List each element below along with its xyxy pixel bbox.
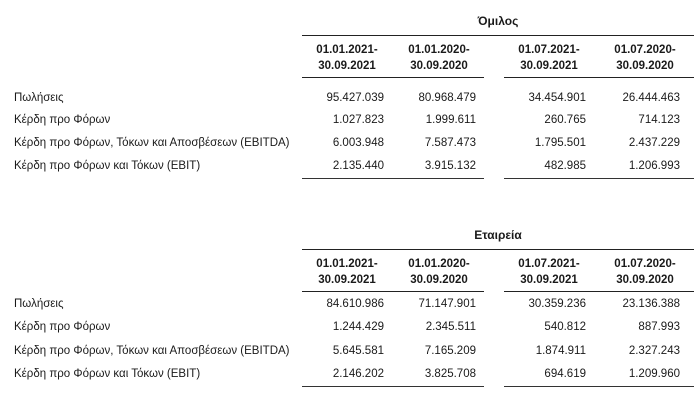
table-cell: 34.454.901 xyxy=(528,92,586,104)
company-col-header-3 xyxy=(504,256,594,288)
table-cell: 6.003.948 xyxy=(332,137,384,149)
company-bottom-rule-right xyxy=(504,386,694,387)
col-header-line2: 30.09.2021 xyxy=(318,60,376,72)
group-col-header-3 xyxy=(504,42,594,74)
col-header-line1: 01.07.2021- xyxy=(518,258,580,270)
col-header-line2: 30.09.2020 xyxy=(616,274,674,286)
company-header-rule-right xyxy=(504,291,694,292)
company-title: Εταιρεία xyxy=(474,228,522,242)
table-cell: 1.209.960 xyxy=(628,368,680,380)
table-cell: 1.244.429 xyxy=(332,321,384,333)
table-cell: 1.206.993 xyxy=(628,160,680,172)
group-title-rule xyxy=(302,35,694,36)
table-cell: 1.874.911 xyxy=(535,345,586,357)
table-cell: 887.993 xyxy=(638,321,680,333)
col-header-line2: 30.09.2021 xyxy=(520,274,578,286)
row-label-sales: Πωλήσεις xyxy=(14,92,64,104)
group-col-header-2 xyxy=(394,42,484,74)
table-cell: 482.985 xyxy=(544,160,586,172)
table-cell: 3.915.132 xyxy=(424,160,476,172)
col-header-line2: 30.09.2021 xyxy=(318,274,376,286)
col-header-line2: 30.09.2020 xyxy=(410,60,468,72)
group-title: Όμιλος xyxy=(477,14,519,28)
table-cell: 23.136.388 xyxy=(622,298,680,310)
company-header-rule-left xyxy=(302,291,484,292)
row-label-sales: Πωλήσεις xyxy=(14,298,64,310)
table-cell: 2.327.243 xyxy=(628,345,680,357)
table-cell: 714.123 xyxy=(638,114,680,126)
group-col-header-4 xyxy=(598,42,692,74)
col-header-line1: 01.01.2021- xyxy=(316,258,378,270)
table-cell: 540.812 xyxy=(544,321,586,333)
table-cell: 84.610.986 xyxy=(326,298,384,310)
table-cell: 80.968.479 xyxy=(418,92,476,104)
col-header-line2: 30.09.2021 xyxy=(520,60,578,72)
col-header-line2: 30.09.2020 xyxy=(410,274,468,286)
table-cell: 2.135.440 xyxy=(332,160,384,172)
row-label-ebit: Κέρδη προ Φόρων και Τόκων (EBIT) xyxy=(14,160,201,172)
company-col-header-1 xyxy=(302,256,392,288)
row-label-ebt: Κέρδη προ Φόρων xyxy=(14,114,111,126)
table-cell: 1.999.611 xyxy=(425,114,476,126)
table-cell: 26.444.463 xyxy=(622,92,680,104)
col-header-line2: 30.09.2020 xyxy=(616,60,674,72)
group-col-header-1 xyxy=(302,42,392,74)
table-cell: 2.437.229 xyxy=(628,137,680,149)
table-cell: 7.587.473 xyxy=(424,137,476,149)
col-header-line1: 01.07.2020- xyxy=(614,258,676,270)
table-cell: 1.795.501 xyxy=(534,137,586,149)
table-cell: 7.165.209 xyxy=(424,345,476,357)
group-header-rule-right xyxy=(504,77,694,78)
row-label-ebitda: Κέρδη προ Φόρων, Τόκων και Αποσβέσεων (EBITDA) xyxy=(14,137,290,149)
group-bottom-rule-right xyxy=(504,178,694,179)
company-col-header-4 xyxy=(598,256,692,288)
company-col-header-2 xyxy=(394,256,484,288)
table-cell: 2.345.511 xyxy=(425,321,476,333)
col-header-line1: 01.07.2020- xyxy=(614,44,676,56)
table-cell: 694.619 xyxy=(544,368,586,380)
table-cell: 260.765 xyxy=(544,114,586,126)
table-cell: 3.825.708 xyxy=(424,368,476,380)
row-label-ebit: Κέρδη προ Φόρων και Τόκων (EBIT) xyxy=(14,368,201,380)
group-bottom-rule-left xyxy=(302,178,484,179)
table-cell: 95.427.039 xyxy=(326,92,384,104)
table-cell: 5.645.581 xyxy=(332,345,384,357)
col-header-line1: 01.01.2020- xyxy=(408,44,470,56)
table-cell: 71.147.901 xyxy=(418,298,476,310)
table-cell: 1.027.823 xyxy=(332,114,384,126)
row-label-ebitda: Κέρδη προ Φόρων, Τόκων και Αποσβέσεων (EBITDA) xyxy=(14,345,290,357)
table-cell: 2.146.202 xyxy=(332,368,384,380)
col-header-line1: 01.07.2021- xyxy=(518,44,580,56)
col-header-line1: 01.01.2020- xyxy=(408,258,470,270)
company-title-rule xyxy=(302,249,694,250)
group-header-rule-left xyxy=(302,77,484,78)
row-label-ebt: Κέρδη προ Φόρων xyxy=(14,321,111,333)
col-header-line1: 01.01.2021- xyxy=(316,44,378,56)
company-bottom-rule-left xyxy=(302,386,484,387)
table-cell: 30.359.236 xyxy=(528,298,586,310)
